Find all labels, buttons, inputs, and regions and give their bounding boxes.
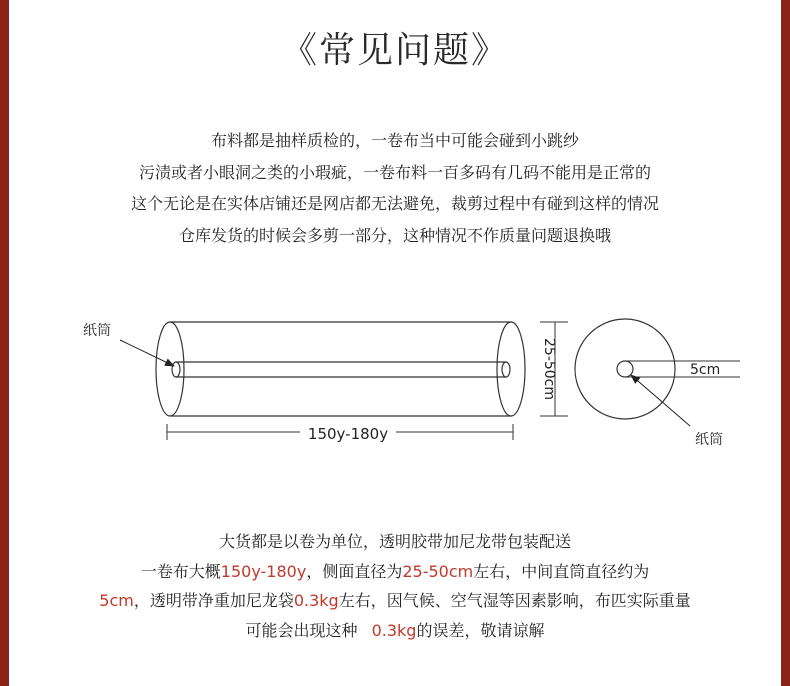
bottom-line-3 — [0, 586, 790, 616]
text-segment: 的误差，敬请谅解 — [416, 620, 545, 640]
roll-side-view — [156, 322, 525, 416]
side-tube-label: 纸筒 — [83, 323, 111, 339]
bottom-line-2 — [0, 557, 790, 587]
highlight-diameter: 25-50cm — [402, 561, 474, 581]
text-segment: 可能会出现这种 — [245, 620, 358, 640]
bottom-line-4 — [0, 616, 790, 646]
page-title: 《常见问题》 — [280, 30, 509, 71]
intro-paragraph — [0, 125, 790, 251]
intro-line: 污渍或者小眼洞之类的小瑕疵，一卷布料一百多码有几码不能用是正常的 — [138, 162, 651, 182]
end-tube-label: 纸筒 — [695, 432, 723, 448]
length-label: 150y-180y — [307, 425, 389, 443]
text-segment: ，透明带净重加尼龙袋 — [133, 591, 294, 610]
text-segment: ，侧面直径为 — [306, 561, 403, 581]
side-tube-arrow — [120, 340, 174, 366]
highlight-core: 5cm — [99, 591, 134, 610]
bottom-paragraph — [0, 527, 790, 645]
end-tube-arrow — [631, 375, 690, 426]
bottom-line-1: 大货都是以卷为单位，透明胶带加尼龙带包装配送 — [218, 532, 571, 551]
text-segment: 左右，因气候、空气湿等因素影响，布匹实际重量 — [338, 591, 691, 610]
highlight-length: 150y-180y — [220, 561, 307, 581]
intro-line: 布料都是抽样质检的，一卷布当中可能会碰到小跳纱 — [210, 131, 579, 150]
core-dimension — [625, 361, 740, 377]
highlight-weight: 0.3kg — [293, 591, 339, 610]
intro-line: 这个无论是在实体店铺还是网店都无法避免，裁剪过程中有碰到这样的情况 — [130, 194, 659, 213]
roll-end-view — [575, 319, 675, 419]
diameter-label: 25-50cm — [541, 337, 557, 401]
core-diameter-label: 5cm — [690, 362, 721, 378]
text-segment: 一卷布大概 — [140, 561, 221, 581]
text-segment: 左右，中间直筒直径约为 — [473, 561, 650, 581]
fabric-roll-diagram — [0, 290, 790, 460]
intro-line: 仓库发货的时候会多剪一部分，这种情况不作质量问题退换哦 — [178, 225, 611, 245]
highlight-error: 0.3kg — [371, 620, 417, 640]
